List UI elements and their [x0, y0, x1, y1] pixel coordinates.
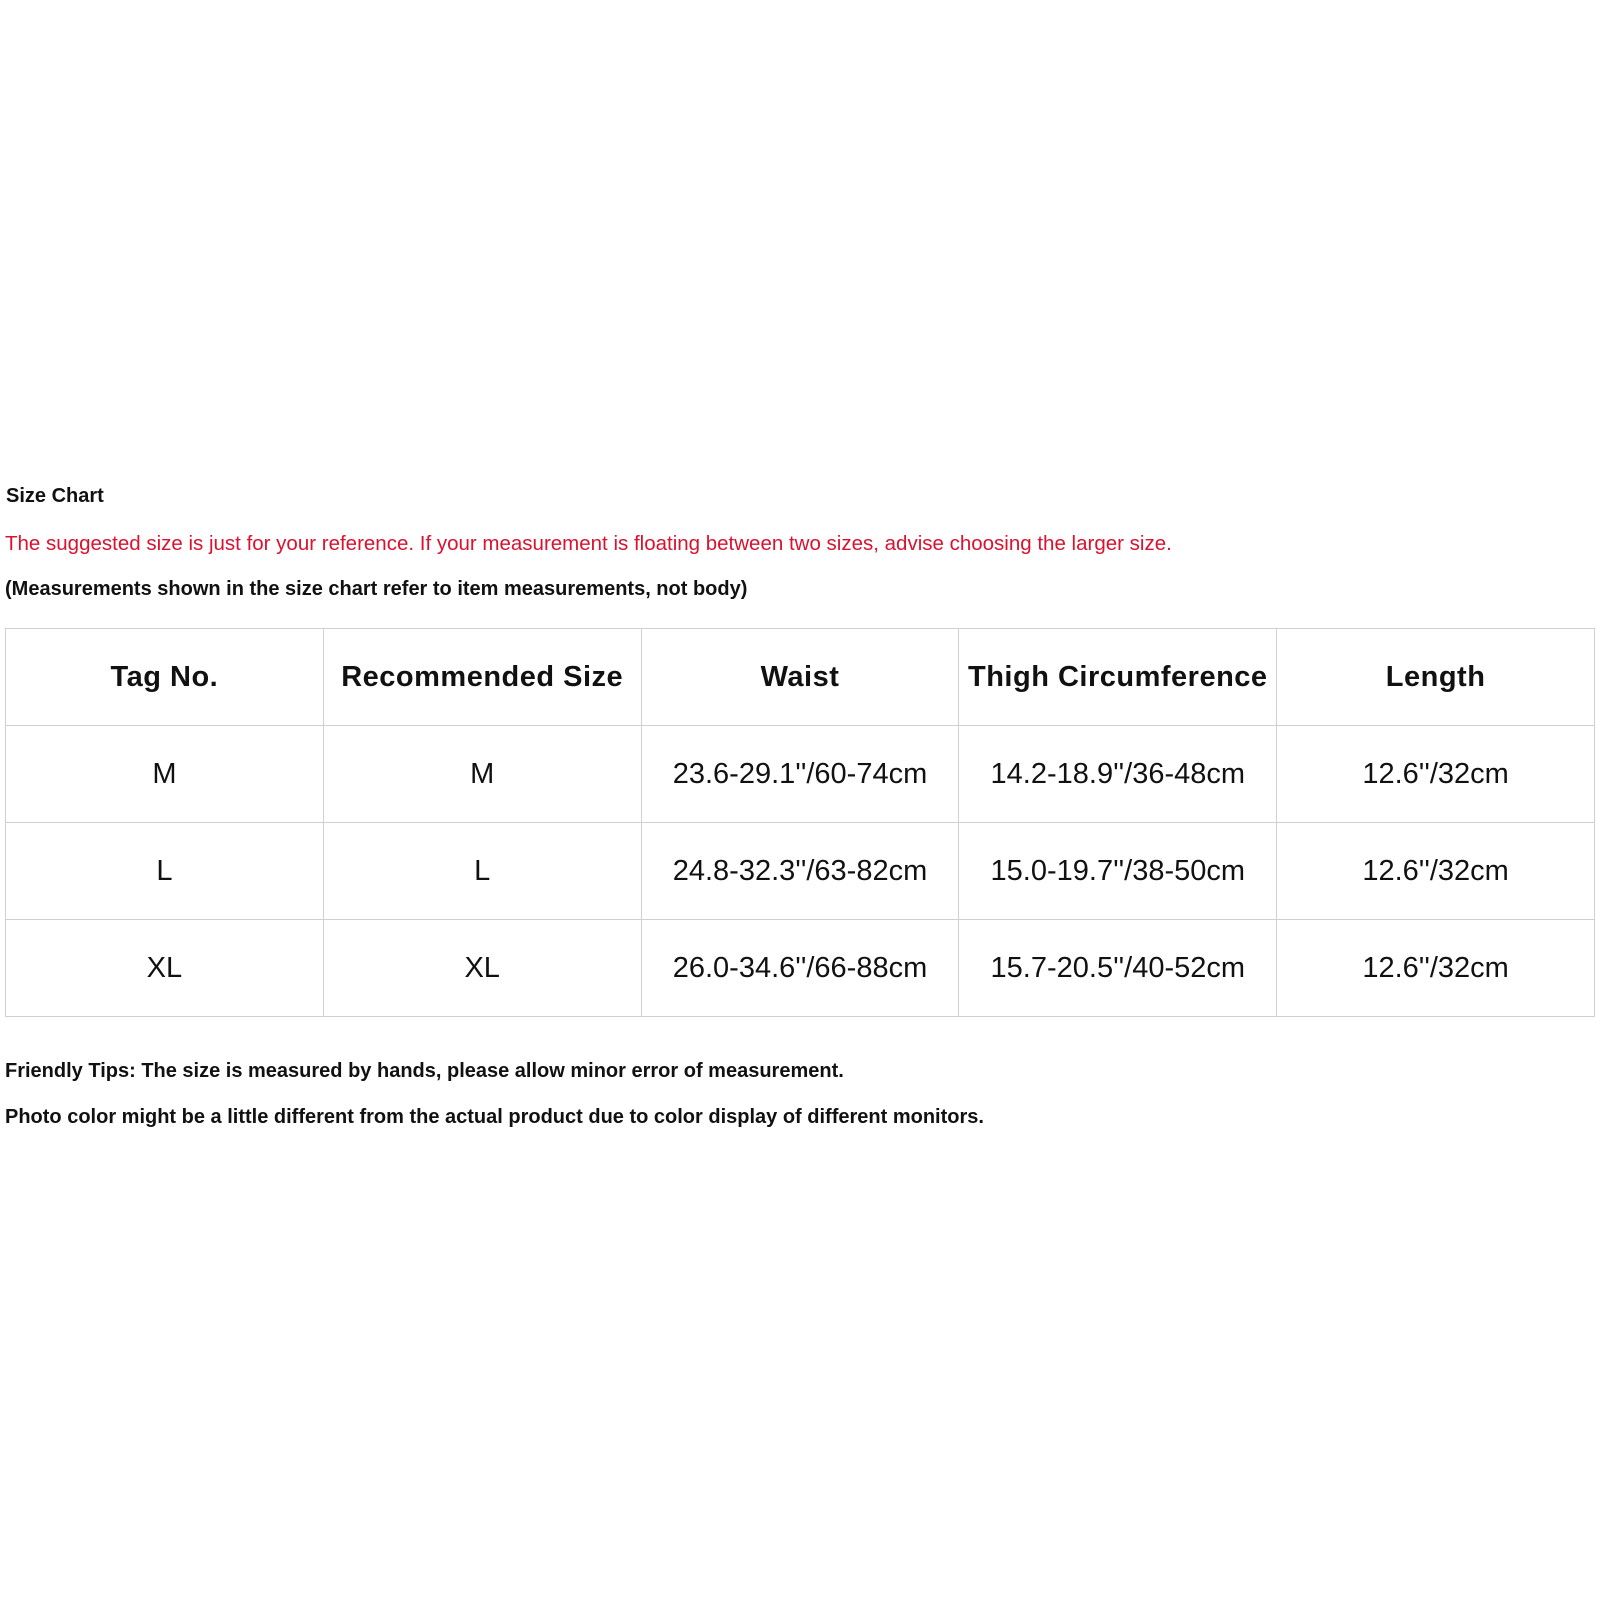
cell-thigh-circumference: 15.7-20.5''/40-52cm [959, 920, 1277, 1017]
cell-length: 12.6''/32cm [1277, 726, 1595, 823]
size-reference-note: The suggested size is just for your reference. If your measurement is floating between two sizes, advise choosing the larger size. [5, 532, 1172, 555]
cell-length: 12.6''/32cm [1277, 920, 1595, 1017]
cell-length: 12.6''/32cm [1277, 823, 1595, 920]
cell-waist: 26.0-34.6''/66-88cm [641, 920, 959, 1017]
cell-thigh-circumference: 15.0-19.7''/38-50cm [959, 823, 1277, 920]
size-chart-table [5, 628, 1595, 1017]
cell-recommended-size: M [323, 726, 641, 823]
photo-color-note: Photo color might be a little different from the actual product due to color display of different monitors. [5, 1106, 984, 1128]
cell-tag-no: L [6, 823, 324, 920]
cell-waist: 24.8-32.3''/63-82cm [641, 823, 959, 920]
cell-recommended-size: L [323, 823, 641, 920]
header-tag-no: Tag No. [6, 629, 324, 726]
header-thigh-circumference: Thigh Circumference [959, 629, 1277, 726]
cell-waist: 23.6-29.1''/60-74cm [641, 726, 959, 823]
cell-thigh-circumference: 14.2-18.9''/36-48cm [959, 726, 1277, 823]
header-length: Length [1277, 629, 1595, 726]
table-row [6, 823, 1595, 920]
table-row [6, 726, 1595, 823]
header-waist: Waist [641, 629, 959, 726]
measurement-note: (Measurements shown in the size chart refer to item measurements, not body) [5, 578, 748, 600]
friendly-tip: Friendly Tips: The size is measured by hands, please allow minor error of measurement. [5, 1060, 844, 1082]
cell-tag-no: XL [6, 920, 324, 1017]
cell-tag-no: M [6, 726, 324, 823]
table-row [6, 920, 1595, 1017]
cell-recommended-size: XL [323, 920, 641, 1017]
table-header-row [6, 629, 1595, 726]
header-recommended-size: Recommended Size [323, 629, 641, 726]
page-title: Size Chart [6, 485, 104, 507]
